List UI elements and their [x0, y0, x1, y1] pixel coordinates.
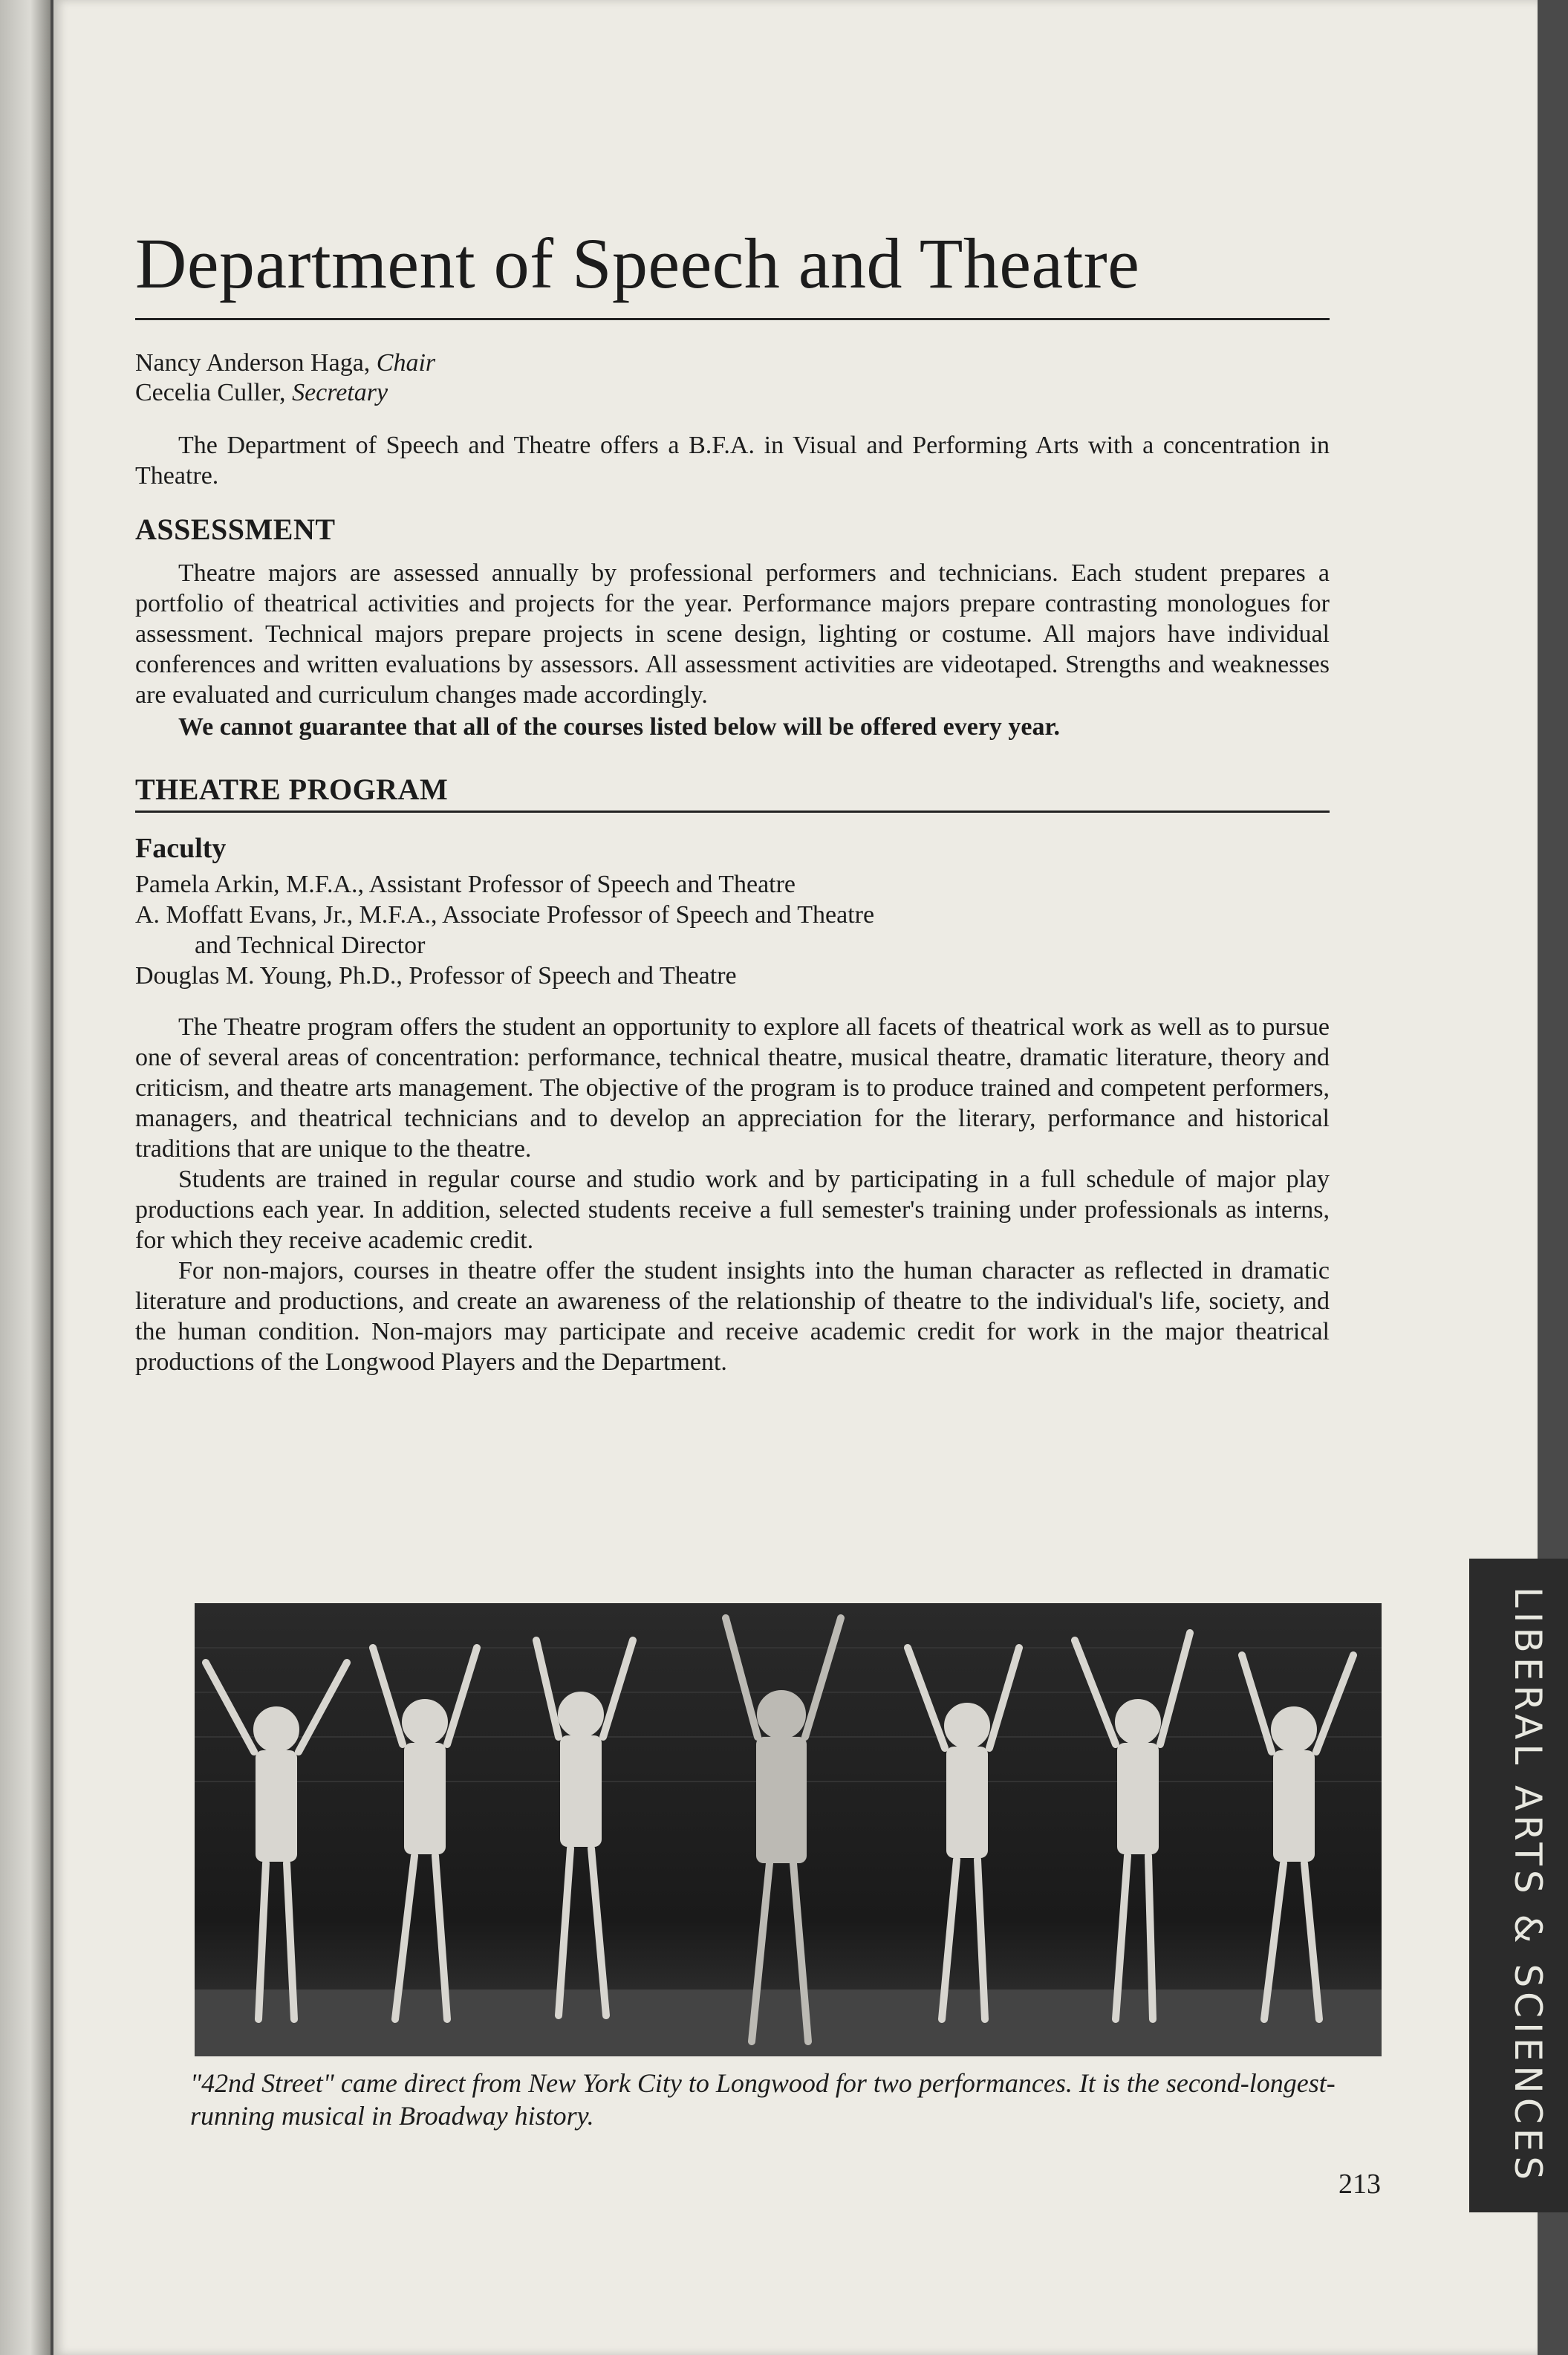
department-staff — [135, 348, 1330, 408]
document-page — [53, 0, 1549, 2355]
page-number: 213 — [1338, 2169, 1381, 2200]
intro-paragraph: The Department of Speech and Theatre offers a B.F.A. in Visual and Performing Arts with a concentration in Theatre. — [135, 432, 1330, 490]
course-availability-notice: We cannot guarantee that all of the courses listed below will be offered every year. — [178, 713, 1060, 741]
program-paragraph: Students are trained in regular course and studio work and by participating in a full schedule of major play productions each year. In addition, selected students receive a full semester's training under professionals as interns, for which they receive academic credit. — [135, 1166, 1330, 1254]
staff-role: Secretary — [292, 379, 388, 406]
staff-secretary — [135, 378, 1330, 408]
dancers-photo-illustration — [195, 1603, 1382, 2056]
photo-caption: "42nd Street" came direct from New York City to Longwood for two performances. It is the second-longest-running musical in Broadway history. — [190, 2068, 1336, 2131]
staff-name: Cecelia Culler, — [135, 379, 293, 406]
production-photo — [195, 1603, 1382, 2056]
assessment-heading: ASSESSMENT — [135, 513, 336, 546]
program-paragraph: The Theatre program offers the student an opportunity to explore all facets of theatrical work as well as to pursue one of several areas of concentration: performance, technical theatre, musical theatre, dramatic literature, theory and criticism, and theatre arts management. The objective of the program is to produce trained and competent performers, managers, and theatrical technicians and to develop an appreciation for the literary, performance and historical traditions that are unique to the theatre. — [135, 1013, 1330, 1163]
faculty-member: Pamela Arkin, M.F.A., Assistant Professor of Speech and Theatre — [135, 871, 796, 898]
title-rule — [135, 318, 1330, 320]
faculty-member: Douglas M. Young, Ph.D., Professor of Speech and Theatre — [135, 962, 737, 990]
faculty-member: A. Moffatt Evans, Jr., M.F.A., Associate Professor of Speech and Theatre — [135, 901, 875, 929]
assessment-paragraph: Theatre majors are assessed annually by professional performers and technicians. Each student prepares a portfolio of theatrical activities and projects for the year. Performance majors prepare contrasting monologues for assessment. Technical majors prepare projects in scene design, lighting or costume. All majors have individual conferences and written evaluations by assessors. All assessment activities are videotaped. Strengths and weaknesses are evaluated and curriculum changes made accordingly. — [135, 559, 1330, 709]
staff-chair — [135, 348, 1330, 378]
faculty-heading: Faculty — [135, 833, 227, 864]
faculty-list — [135, 869, 1330, 991]
section-tab-label: LIBERAL ARTS & SCIENCES — [1506, 1586, 1549, 2185]
staff-role: Chair — [376, 349, 436, 377]
staff-name: Nancy Anderson Haga, — [135, 349, 377, 377]
theatre-program-heading: THEATRE PROGRAM — [135, 772, 1330, 813]
page-title: Department of Speech and Theatre — [135, 224, 1140, 303]
program-paragraph: For non-majors, courses in theatre offer the student insights into the human character as reflected in dramatic literature and productions, and create an awareness of the relationship of theatre to the individual's life, society, and the human condition. Non-majors may participate and receive academic credit for work in the major theatrical productions of the Longwood Players and the Department. — [135, 1257, 1330, 1376]
page-content — [135, 223, 1330, 1377]
faculty-member-continued: and Technical Director — [195, 932, 426, 959]
section-tab — [1469, 1559, 1568, 2212]
facing-page-edge — [0, 0, 51, 2355]
